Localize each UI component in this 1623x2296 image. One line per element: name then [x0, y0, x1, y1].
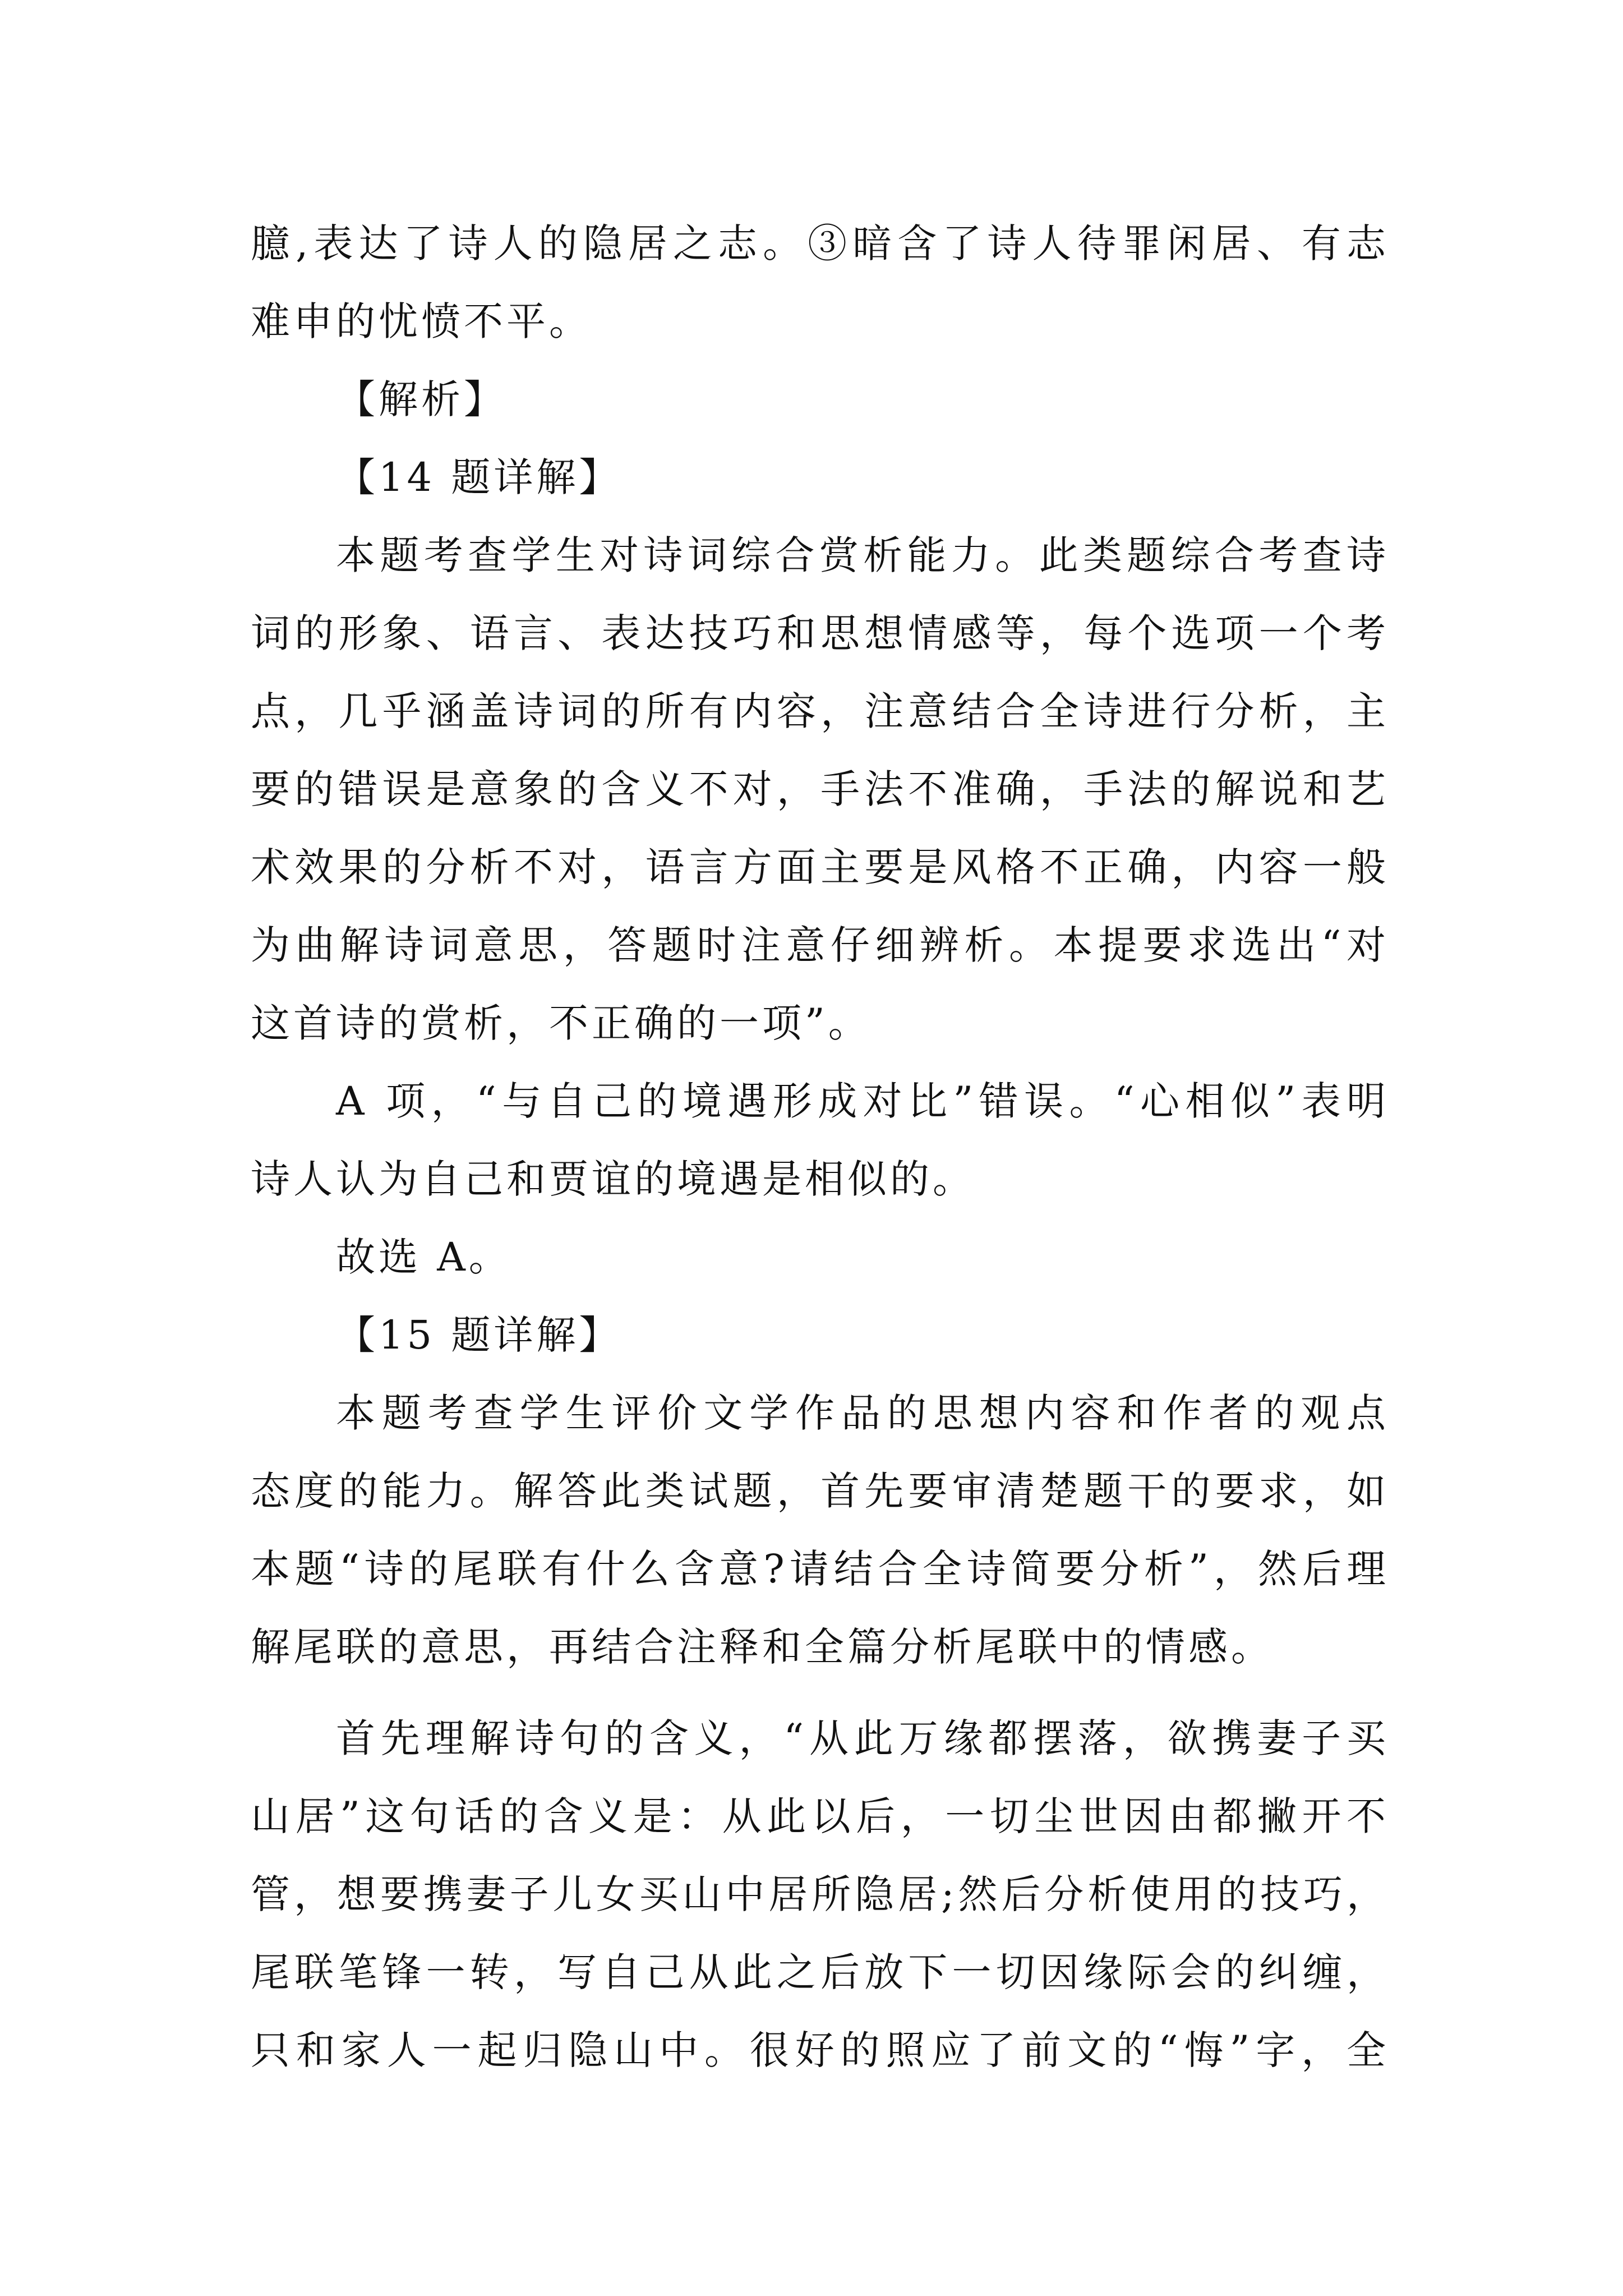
text-line: 术效果的分析不对，语言方面主要是风格不正确，内容一般: [251, 844, 1389, 890]
paragraph-q14-explanation: [251, 517, 1389, 1062]
section-heading-analysis: [251, 361, 1389, 439]
text-line: 词的形象、语言、表达技巧和思想情感等，每个选项一个考: [251, 610, 1389, 656]
section-heading: 【15 题详解】: [336, 1312, 622, 1358]
document-body: [251, 205, 1389, 2090]
paragraph-option-a: [251, 1062, 1389, 1218]
text-line: 诗人认为自己和贾谊的境遇是相似的。: [251, 1156, 975, 1202]
text-line: 故选 A。: [336, 1234, 511, 1280]
section-heading-q15: [251, 1296, 1389, 1374]
text-line: 态度的能力。解答此类试题，首先要审清楚题干的要求，如: [251, 1468, 1389, 1514]
text-line: 为曲解诗词意思，答题时注意仔细辨析。本提要求选出“对: [251, 922, 1389, 968]
section-heading-q14: [251, 439, 1389, 517]
text-line: 首先理解诗句的含义，“从此万缘都摆落，欲携妻子买: [336, 1715, 1389, 1761]
paragraph-answer-continuation: [251, 205, 1389, 361]
text-line: 管，想要携妻子儿女买山中居所隐居;然后分析使用的技巧，: [251, 1871, 1389, 1917]
section-heading: 【14 题详解】: [336, 454, 622, 500]
paragraph-q15-analysis: [251, 1700, 1389, 2090]
text-line: 山居”这句话的含义是：从此以后，一切尘世因由都撇开不: [251, 1793, 1389, 1839]
text-line: 本题考查学生对诗词综合赏析能力。此类题综合考查诗: [336, 532, 1389, 578]
text-line: 本题“诗的尾联有什么含意?请结合全诗简要分析”，然后理: [251, 1546, 1389, 1592]
paragraph-answer-choice: [251, 1218, 1389, 1296]
text-line: 只和家人一起归隐山中。很好的照应了前文的“悔”字，全: [251, 2027, 1389, 2073]
paragraph-q15-explanation: [251, 1374, 1389, 1686]
section-heading: 【解析】: [336, 376, 506, 422]
text-line: 臆,表达了诗人的隐居之志。③暗含了诗人待罪闲居、有志: [251, 220, 1389, 266]
text-line: 点，几乎涵盖诗词的所有内容，注意结合全诗进行分析，主: [251, 688, 1389, 734]
text-line: 尾联笔锋一转，写自己从此之后放下一切因缘际会的纠缠，: [251, 1949, 1389, 1995]
text-line: 难申的忧愤不平。: [251, 298, 592, 344]
text-line: 本题考查学生评价文学作品的思想内容和作者的观点: [336, 1390, 1389, 1436]
text-line: A 项，“与自己的境遇形成对比”错误。“心相似”表明: [336, 1078, 1389, 1124]
text-line: 解尾联的意思，再结合注释和全篇分析尾联中的情感。: [251, 1624, 1274, 1670]
text-line: 要的错误是意象的含义不对，手法不准确，手法的解说和艺: [251, 766, 1389, 812]
text-line: 这首诗的赏析，不正确的一项”。: [251, 1000, 871, 1046]
